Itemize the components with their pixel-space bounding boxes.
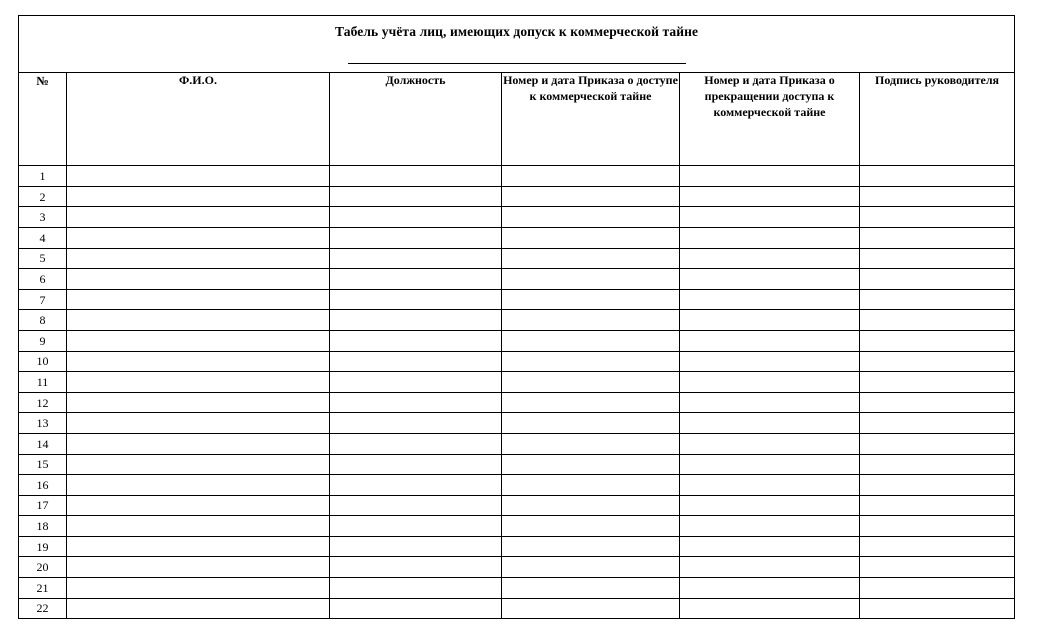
title-underline-wrap bbox=[19, 54, 1014, 72]
cell-full_name[interactable] bbox=[67, 598, 330, 619]
title-row bbox=[19, 16, 1015, 73]
cell-order_grant[interactable] bbox=[502, 289, 680, 310]
table-row bbox=[19, 578, 1015, 599]
table-row bbox=[19, 475, 1015, 496]
cell-position[interactable] bbox=[330, 536, 502, 557]
cell-signature[interactable] bbox=[860, 248, 1015, 269]
cell-signature[interactable] bbox=[860, 351, 1015, 372]
cell-order_grant[interactable] bbox=[502, 578, 680, 599]
cell-signature[interactable] bbox=[860, 269, 1015, 290]
cell-order_grant[interactable] bbox=[502, 433, 680, 454]
cell-order_grant[interactable] bbox=[502, 310, 680, 331]
row-number-cell: 13 bbox=[19, 413, 67, 434]
cell-signature[interactable] bbox=[860, 330, 1015, 351]
cell-signature[interactable] bbox=[860, 475, 1015, 496]
cell-full_name[interactable] bbox=[67, 372, 330, 393]
table-row bbox=[19, 372, 1015, 393]
cell-order_revoke[interactable] bbox=[680, 433, 860, 454]
cell-order_revoke[interactable] bbox=[680, 207, 860, 228]
row-number-cell: 11 bbox=[19, 372, 67, 393]
cell-order_grant[interactable] bbox=[502, 186, 680, 207]
cell-order_revoke[interactable] bbox=[680, 289, 860, 310]
cell-order_grant[interactable] bbox=[502, 166, 680, 187]
cell-full_name[interactable] bbox=[67, 289, 330, 310]
cell-order_revoke[interactable] bbox=[680, 351, 860, 372]
cell-full_name[interactable] bbox=[67, 433, 330, 454]
cell-full_name[interactable] bbox=[67, 475, 330, 496]
cell-order_revoke[interactable] bbox=[680, 495, 860, 516]
cell-order_grant[interactable] bbox=[502, 598, 680, 619]
cell-position[interactable] bbox=[330, 433, 502, 454]
table-header-row bbox=[19, 73, 1015, 166]
table-row bbox=[19, 413, 1015, 434]
table-row bbox=[19, 330, 1015, 351]
cell-full_name[interactable] bbox=[67, 392, 330, 413]
document-title-cell bbox=[19, 16, 1015, 73]
cell-order_grant[interactable] bbox=[502, 248, 680, 269]
cell-position[interactable] bbox=[330, 454, 502, 475]
cell-signature[interactable] bbox=[860, 289, 1015, 310]
cell-order_grant[interactable] bbox=[502, 454, 680, 475]
table-row bbox=[19, 227, 1015, 248]
cell-position[interactable] bbox=[330, 578, 502, 599]
cell-order_revoke[interactable] bbox=[680, 598, 860, 619]
cell-order_grant[interactable] bbox=[502, 227, 680, 248]
cell-order_grant[interactable] bbox=[502, 557, 680, 578]
column-header-index: № bbox=[19, 73, 67, 166]
cell-order_revoke[interactable] bbox=[680, 557, 860, 578]
column-header-position: Должность bbox=[330, 73, 502, 166]
row-number-cell: 17 bbox=[19, 495, 67, 516]
cell-order_revoke[interactable] bbox=[680, 330, 860, 351]
cell-full_name[interactable] bbox=[67, 413, 330, 434]
cell-position[interactable] bbox=[330, 495, 502, 516]
cell-position[interactable] bbox=[330, 598, 502, 619]
cell-full_name[interactable] bbox=[67, 207, 330, 228]
cell-signature[interactable] bbox=[860, 557, 1015, 578]
cell-signature[interactable] bbox=[860, 166, 1015, 187]
cell-order_revoke[interactable] bbox=[680, 516, 860, 537]
cell-signature[interactable] bbox=[860, 495, 1015, 516]
row-number-cell: 4 bbox=[19, 227, 67, 248]
cell-full_name[interactable] bbox=[67, 516, 330, 537]
table-row bbox=[19, 495, 1015, 516]
table-row bbox=[19, 557, 1015, 578]
cell-signature[interactable] bbox=[860, 578, 1015, 599]
cell-full_name[interactable] bbox=[67, 248, 330, 269]
cell-order_revoke[interactable] bbox=[680, 227, 860, 248]
cell-position[interactable] bbox=[330, 413, 502, 434]
row-number-cell: 5 bbox=[19, 248, 67, 269]
table-row bbox=[19, 186, 1015, 207]
cell-order_revoke[interactable] bbox=[680, 166, 860, 187]
row-number-cell: 12 bbox=[19, 392, 67, 413]
cell-order_revoke[interactable] bbox=[680, 186, 860, 207]
cell-signature[interactable] bbox=[860, 186, 1015, 207]
table-row bbox=[19, 598, 1015, 619]
cell-signature[interactable] bbox=[860, 310, 1015, 331]
cell-position[interactable] bbox=[330, 475, 502, 496]
cell-signature[interactable] bbox=[860, 516, 1015, 537]
column-header-signature: Подпись руководителя bbox=[860, 73, 1015, 166]
cell-order_revoke[interactable] bbox=[680, 269, 860, 290]
table-row bbox=[19, 166, 1015, 187]
table-row bbox=[19, 392, 1015, 413]
access-log-table bbox=[18, 15, 1015, 619]
cell-order_grant[interactable] bbox=[502, 351, 680, 372]
row-number-cell: 8 bbox=[19, 310, 67, 331]
cell-signature[interactable] bbox=[860, 227, 1015, 248]
cell-full_name[interactable] bbox=[67, 578, 330, 599]
cell-position[interactable] bbox=[330, 186, 502, 207]
cell-full_name[interactable] bbox=[67, 310, 330, 331]
table-row bbox=[19, 310, 1015, 331]
cell-position[interactable] bbox=[330, 372, 502, 393]
cell-order_grant[interactable] bbox=[502, 330, 680, 351]
row-number-cell: 1 bbox=[19, 166, 67, 187]
cell-full_name[interactable] bbox=[67, 351, 330, 372]
cell-position[interactable] bbox=[330, 557, 502, 578]
cell-order_grant[interactable] bbox=[502, 475, 680, 496]
cell-signature[interactable] bbox=[860, 454, 1015, 475]
cell-order_revoke[interactable] bbox=[680, 536, 860, 557]
cell-order_revoke[interactable] bbox=[680, 454, 860, 475]
cell-position[interactable] bbox=[330, 207, 502, 228]
cell-full_name[interactable] bbox=[67, 269, 330, 290]
row-number-cell: 10 bbox=[19, 351, 67, 372]
cell-order_grant[interactable] bbox=[502, 495, 680, 516]
cell-order_grant[interactable] bbox=[502, 516, 680, 537]
page-title: Табель учёта лиц, имеющих допуск к коммерческой тайне bbox=[334, 24, 699, 39]
row-number-cell: 20 bbox=[19, 557, 67, 578]
cell-full_name[interactable] bbox=[67, 227, 330, 248]
cell-signature[interactable] bbox=[860, 392, 1015, 413]
cell-full_name[interactable] bbox=[67, 495, 330, 516]
table-row bbox=[19, 207, 1015, 228]
table-row bbox=[19, 289, 1015, 310]
cell-position[interactable] bbox=[330, 166, 502, 187]
row-number-cell: 6 bbox=[19, 269, 67, 290]
row-number-cell: 9 bbox=[19, 330, 67, 351]
cell-order_revoke[interactable] bbox=[680, 392, 860, 413]
row-number-cell: 19 bbox=[19, 536, 67, 557]
cell-signature[interactable] bbox=[860, 207, 1015, 228]
row-number-cell: 22 bbox=[19, 598, 67, 619]
row-number-cell: 14 bbox=[19, 433, 67, 454]
cell-signature[interactable] bbox=[860, 372, 1015, 393]
row-number-cell: 2 bbox=[19, 186, 67, 207]
row-number-cell: 21 bbox=[19, 578, 67, 599]
cell-order_grant[interactable] bbox=[502, 413, 680, 434]
column-header-order-revoke: Номер и дата Приказа о прекращении доступа к коммерческой тайне bbox=[680, 73, 860, 166]
cell-order_grant[interactable] bbox=[502, 372, 680, 393]
cell-order_grant[interactable] bbox=[502, 392, 680, 413]
table-row bbox=[19, 454, 1015, 475]
cell-position[interactable] bbox=[330, 289, 502, 310]
cell-position[interactable] bbox=[330, 227, 502, 248]
table-row bbox=[19, 433, 1015, 454]
cell-order_grant[interactable] bbox=[502, 269, 680, 290]
cell-full_name[interactable] bbox=[67, 557, 330, 578]
cell-position[interactable] bbox=[330, 248, 502, 269]
cell-full_name[interactable] bbox=[67, 536, 330, 557]
cell-position[interactable] bbox=[330, 516, 502, 537]
row-number-cell: 3 bbox=[19, 207, 67, 228]
cell-order_revoke[interactable] bbox=[680, 413, 860, 434]
cell-order_grant[interactable] bbox=[502, 207, 680, 228]
cell-position[interactable] bbox=[330, 310, 502, 331]
cell-position[interactable] bbox=[330, 392, 502, 413]
cell-signature[interactable] bbox=[860, 433, 1015, 454]
cell-full_name[interactable] bbox=[67, 330, 330, 351]
cell-order_revoke[interactable] bbox=[680, 578, 860, 599]
cell-order_revoke[interactable] bbox=[680, 372, 860, 393]
table-body bbox=[19, 16, 1015, 619]
cell-signature[interactable] bbox=[860, 598, 1015, 619]
table-row bbox=[19, 269, 1015, 290]
cell-position[interactable] bbox=[330, 351, 502, 372]
cell-position[interactable] bbox=[330, 269, 502, 290]
row-number-cell: 7 bbox=[19, 289, 67, 310]
cell-full_name[interactable] bbox=[67, 186, 330, 207]
cell-order_revoke[interactable] bbox=[680, 475, 860, 496]
table-row bbox=[19, 351, 1015, 372]
row-number-cell: 15 bbox=[19, 454, 67, 475]
cell-position[interactable] bbox=[330, 330, 502, 351]
table-row bbox=[19, 516, 1015, 537]
table-row bbox=[19, 248, 1015, 269]
column-header-order-grant: Номер и дата Приказа о доступе к коммерческой тайне bbox=[502, 73, 680, 166]
cell-order_grant[interactable] bbox=[502, 536, 680, 557]
cell-order_revoke[interactable] bbox=[680, 248, 860, 269]
cell-signature[interactable] bbox=[860, 413, 1015, 434]
cell-full_name[interactable] bbox=[67, 166, 330, 187]
table-row bbox=[19, 536, 1015, 557]
cell-full_name[interactable] bbox=[67, 454, 330, 475]
cell-signature[interactable] bbox=[860, 536, 1015, 557]
title-fill-in-rule bbox=[348, 63, 686, 64]
row-number-cell: 16 bbox=[19, 475, 67, 496]
column-header-full-name: Ф.И.О. bbox=[67, 73, 330, 166]
row-number-cell: 18 bbox=[19, 516, 67, 537]
cell-order_revoke[interactable] bbox=[680, 310, 860, 331]
